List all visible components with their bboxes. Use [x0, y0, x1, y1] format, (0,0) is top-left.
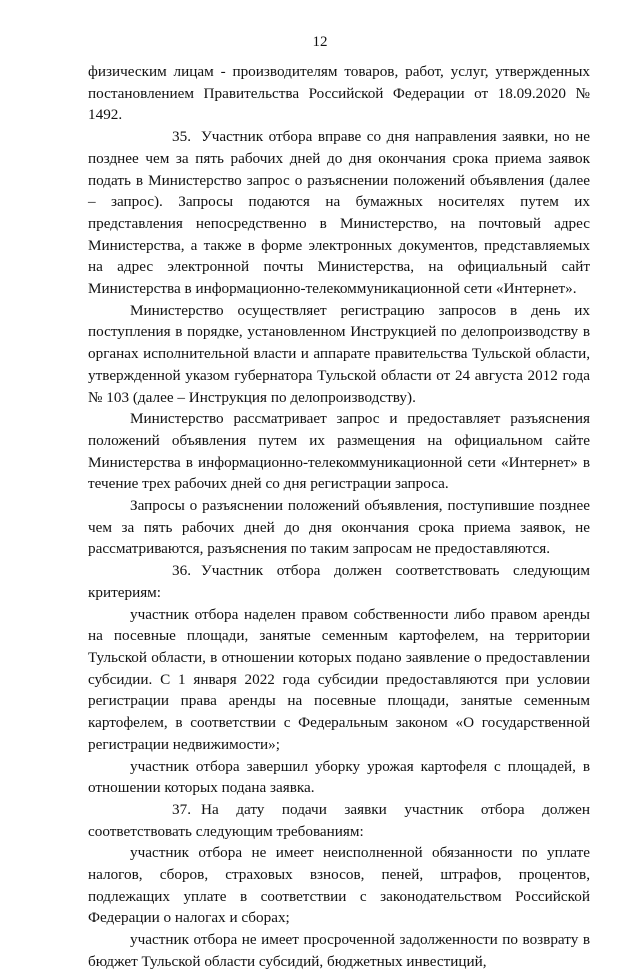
paragraph-registration — [88, 300, 590, 409]
paragraph-text: участник отбора не имеет просроченной задолженности по возврату в бюджет Тульской области субсидий, бюджетных инвестиций, — [88, 931, 590, 970]
requirement-debt — [88, 929, 590, 972]
paragraph-text: физическим лицам - производителям товаров, работ, услуг, утвержденных постановлением Правительства Российской Федерации от 18.09.2020 № 1492. — [88, 63, 590, 124]
page-number: 12 — [312, 34, 328, 50]
paragraph-text: Министерство осуществляет регистрацию запросов в день их поступления в порядке, установленном Инструкцией по делопроизводству в органах исполнительной власти и аппарате правительства Тульской области, утвержденной указом губернатора Тульской области от 24 августа 2012 года № 103 (далее – Инструкция по делопроизводству). — [88, 301, 590, 406]
paragraph-text: участник отбора завершил уборку урожая картофеля с площадей, в отношении которых подана заявка. — [88, 757, 590, 797]
paragraph-text: На дату подачи заявки участник отбора должен соответствовать следующим требованиям: — [88, 800, 590, 840]
paragraph-text: Запросы о разъяснении положений объявления, поступившие позднее чем за пять рабочих дней до дня окончания срока приема заявок, не рассматриваются, разъяснения по таким запросам не предоставляются. — [88, 497, 590, 558]
requirement-taxes — [88, 842, 590, 929]
paragraph-clarification — [88, 408, 590, 495]
paragraph-text: Участник отбора должен соответствовать следующим критериям: — [88, 562, 590, 601]
clause-number: 35. — [172, 128, 191, 146]
paragraph-text: участник отбора наделен правом собственности либо правом аренды на посевные площади, занятые семенным картофелем, на территории Тульской области, в отношении которых подано заявление о предоставлении субсидии. С 1 января 2022 года субсидии предоставляются при условии регистрации права аренды на посевные площади, занятые семенным картофелем, в соответствии с Федеральным законом «О государственной регистрации недвижимости»; — [88, 605, 590, 753]
clause-number: 37. — [172, 800, 191, 818]
clause-37 — [88, 799, 590, 842]
clause-36 — [88, 560, 590, 603]
criterion-ownership — [88, 604, 590, 756]
paragraph-text: участник отбора не имеет неисполненной обязанности по уплате налогов, сборов, страховых взносов, пеней, штрафов, процентов, подлежащих уплате в соответствии с законодательством Российской Федерации о налогах и сборах; — [88, 844, 590, 927]
clause-35 — [88, 126, 590, 300]
criterion-harvest — [88, 756, 590, 799]
document-body — [88, 61, 590, 973]
paragraph-continuation — [88, 61, 590, 126]
paragraph-late-requests — [88, 495, 590, 560]
paragraph-text: Министерство рассматривает запрос и предоставляет разъяснения положений объявления путем их размещения на официальном сайте Министерства в информационно-телекоммуникационной сети «Интернет» в течение трех рабочих дней со дня регистрации запроса. — [88, 410, 590, 493]
clause-number: 36. — [172, 562, 191, 580]
paragraph-text: Участник отбора вправе со дня направления заявки, но не позднее чем за пять рабочих дней до дня окончания срока приема заявок подать в Министерство запрос о разъяснении положений объявления (далее – запрос). Запросы подаются на бумажных носителях путем их представления непосредственно в Министерство, на почтовый адрес Министерства, а также в форме электронных документов, представляемых на адрес электронной почты Министерства, на официальный сайт Министерства в информационно-телекоммуникационной сети «Интернет». — [88, 128, 590, 298]
